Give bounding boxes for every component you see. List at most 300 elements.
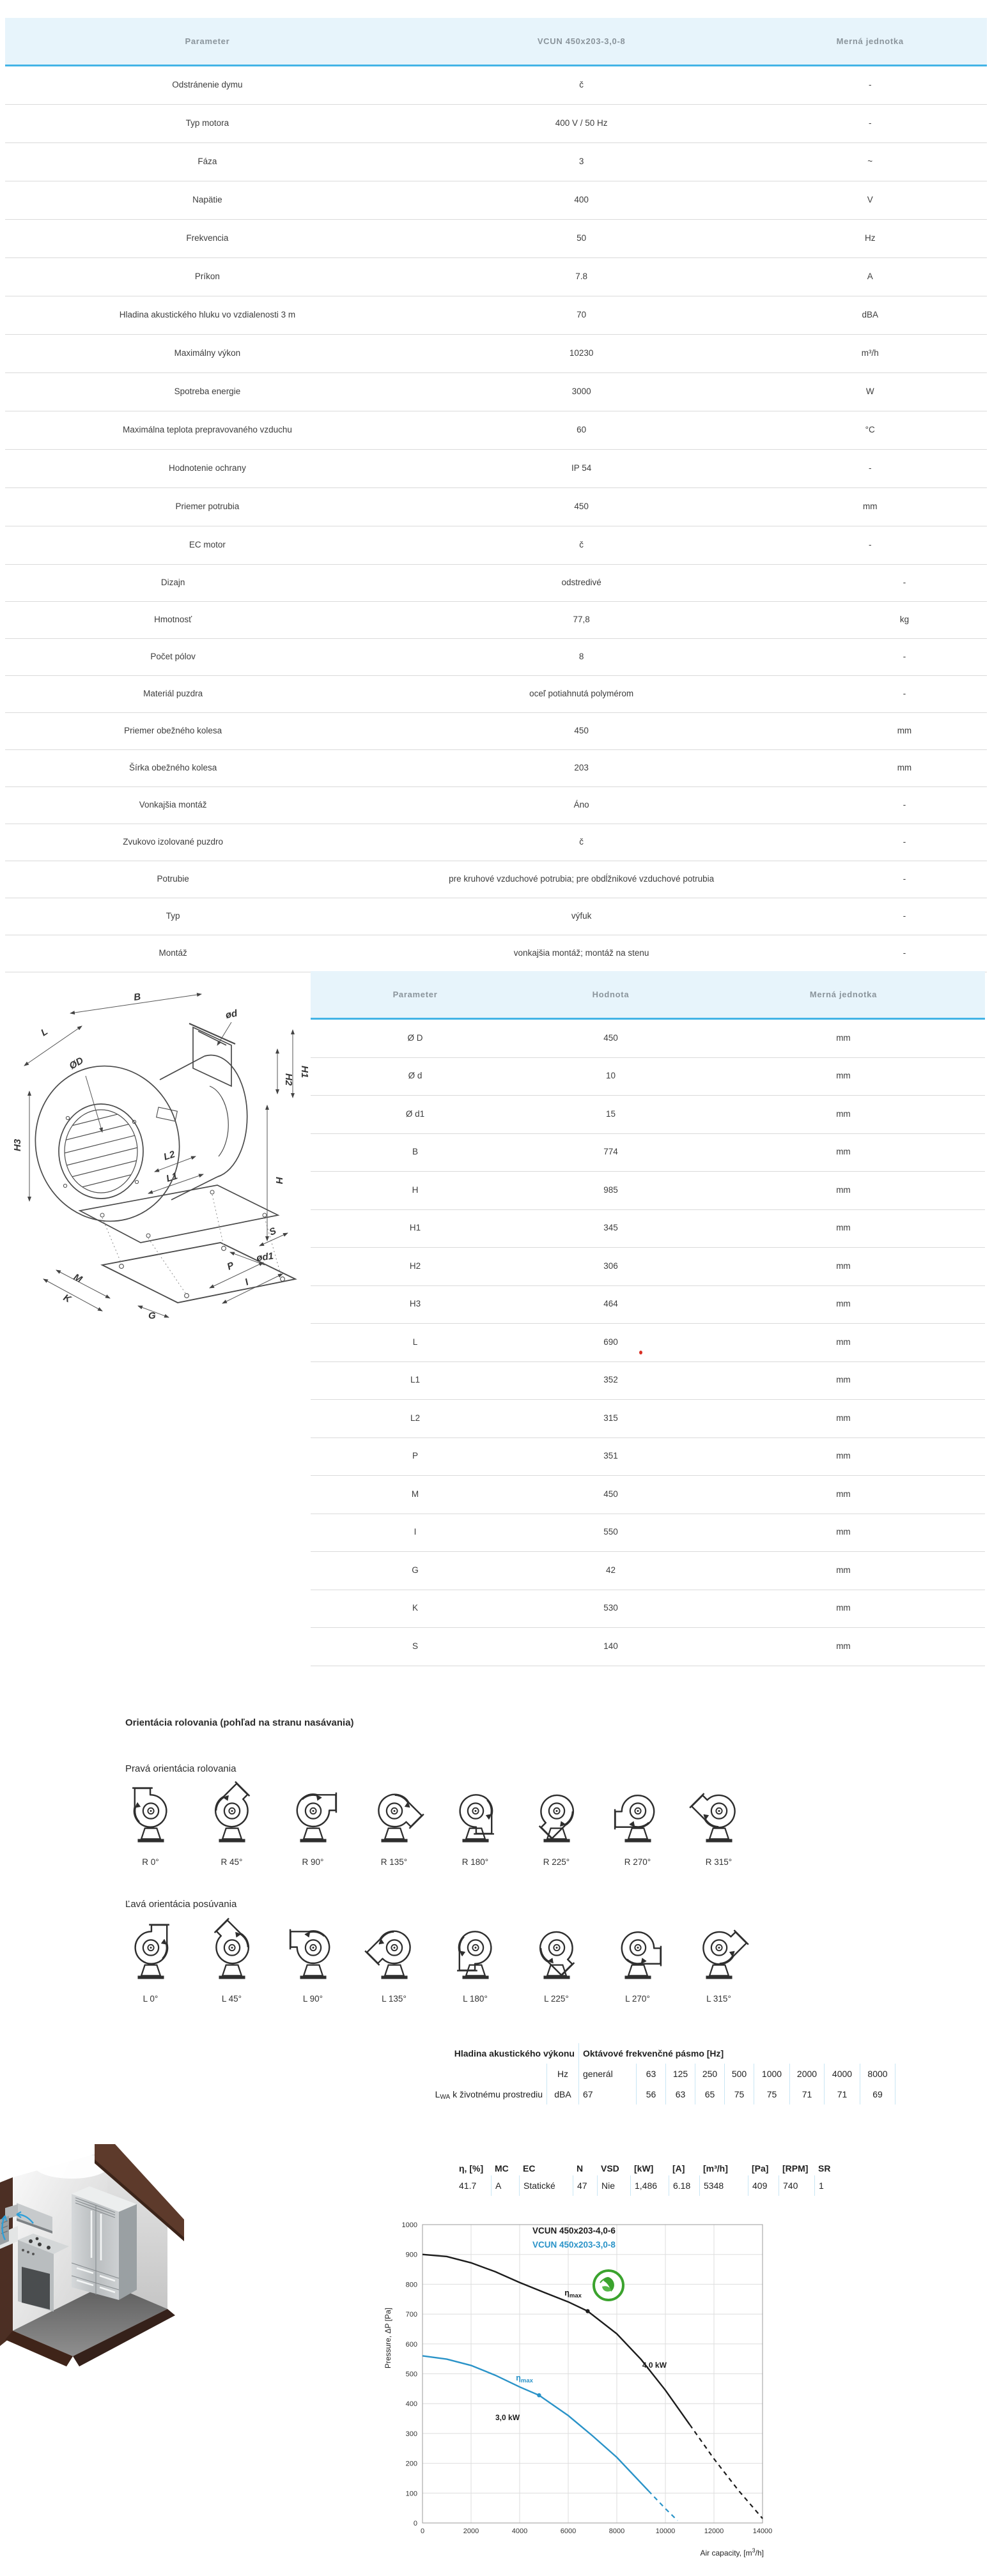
dim-label-g: G — [148, 1310, 156, 1321]
acoustic-value: 75 — [724, 2084, 754, 2104]
dim-label-od: ød — [224, 1008, 238, 1021]
table-cell: L2 — [410, 1413, 421, 1423]
chart-x-tick: 14000 — [752, 2527, 773, 2535]
red-dot-artifact — [639, 1351, 642, 1354]
table-cell: H3 — [409, 1299, 421, 1309]
fan-orientation-label: R 315° — [705, 1857, 732, 1867]
table-cell: 7.8 — [575, 272, 588, 282]
table-cell: Priemer obežného kolesa — [124, 726, 222, 736]
table-cell: 60 — [577, 425, 587, 435]
dim-label-h3: H3 — [12, 1138, 23, 1151]
spec-rows-primary — [5, 66, 987, 565]
acoustic-band-header: 125 — [665, 2064, 695, 2084]
eco-badge-icon — [594, 2271, 623, 2300]
chart-y-axis-label: Pressure, ΔP [Pa] — [384, 2308, 392, 2369]
table-cell: Materiál puzdra — [143, 689, 203, 699]
table-row — [311, 1362, 985, 1400]
table-row — [5, 750, 987, 787]
dim-header-parameter: Parameter — [392, 990, 438, 999]
dim-header-unit: Merná jednotka — [809, 990, 878, 999]
table-cell: mm — [836, 1261, 851, 1271]
table-row — [311, 1096, 985, 1134]
table-cell: oceľ potiahnutá polymérom — [529, 689, 634, 699]
table-cell: 985 — [603, 1184, 618, 1195]
table-cell: Ø d — [408, 1071, 422, 1081]
fan-orientation-label: L 135° — [382, 1994, 407, 2004]
table-cell: 550 — [603, 1527, 618, 1537]
chart-series-line — [422, 2356, 648, 2490]
table-row — [5, 66, 987, 105]
dim-label-m: M — [72, 1271, 84, 1285]
acoustic-value: 67 — [578, 2084, 636, 2104]
table-cell: 400 — [574, 195, 589, 205]
table-cell: - — [868, 80, 872, 90]
spec-header-product: VCUN 450x203-3,0-8 — [537, 36, 626, 46]
table-cell: L — [412, 1337, 418, 1347]
table-cell: 8 — [578, 652, 584, 662]
table-row — [5, 787, 987, 824]
dimension-table — [311, 971, 985, 1666]
table-cell: mm — [836, 1337, 851, 1347]
fan-dimension-drawing-svg — [6, 990, 310, 1322]
table-cell: Spotreba energie — [174, 387, 241, 397]
table-cell: S — [412, 1641, 419, 1651]
fan-orientation-item — [110, 1780, 191, 1867]
chart-y-tick: 300 — [405, 2430, 417, 2438]
fan-orientation-label: L 315° — [706, 1994, 731, 2004]
fan-orientation-item — [353, 1917, 435, 2004]
dim-label-b: B — [133, 991, 142, 1003]
table-row — [311, 1286, 985, 1324]
table-row — [311, 1210, 985, 1248]
performance-value: 1,486 — [630, 2175, 669, 2196]
table-row — [311, 1172, 985, 1210]
fan-orientation-item — [272, 1780, 353, 1867]
spec-table — [5, 18, 987, 972]
table-cell: mm — [836, 1032, 851, 1043]
table-cell: mm — [836, 1071, 851, 1081]
performance-table — [455, 2150, 833, 2196]
acoustic-unit-hz: Hz — [546, 2064, 578, 2084]
table-cell: 70 — [577, 310, 587, 320]
fan-orientation-item — [678, 1780, 759, 1867]
dim-label-p: P — [225, 1260, 236, 1273]
table-row — [5, 181, 987, 220]
table-cell: - — [868, 463, 872, 473]
table-cell: 450 — [603, 1489, 618, 1499]
table-cell: 464 — [603, 1299, 618, 1309]
fan-orientation-label: L 225° — [544, 1994, 569, 2004]
performance-header: [A] — [672, 2163, 685, 2174]
table-cell: - — [903, 948, 906, 958]
table-cell: H — [412, 1184, 419, 1195]
table-cell: 352 — [603, 1375, 618, 1385]
table-row — [5, 105, 987, 143]
table-cell: I — [414, 1527, 417, 1537]
spec-table-header — [5, 18, 987, 66]
table-row — [311, 1590, 985, 1629]
table-cell: - — [868, 540, 872, 550]
table-row — [5, 296, 987, 335]
acoustic-value: 71 — [789, 2084, 824, 2104]
table-cell: Šírka obežného kolesa — [128, 763, 217, 773]
eta-max-label: $\eta_{max}$ — [564, 2288, 582, 2300]
acoustic-value: 69 — [860, 2084, 895, 2104]
acoustic-value: 71 — [824, 2084, 860, 2104]
table-row — [5, 335, 987, 373]
table-cell: Typ motora — [185, 118, 229, 128]
fan-orientation-item — [516, 1780, 597, 1867]
table-row — [5, 602, 987, 639]
chart-x-tick: 12000 — [704, 2527, 724, 2535]
table-cell: odstredivé — [561, 578, 601, 588]
table-cell: Frekvencia — [186, 233, 229, 243]
fan-orientation-label: R 180° — [461, 1857, 489, 1867]
performance-value: 47 — [573, 2175, 597, 2196]
table-cell: Hmotnosť — [154, 615, 192, 625]
fan-orientation-icon — [364, 1780, 424, 1851]
chart-x-tick: 10000 — [655, 2527, 676, 2535]
table-row — [5, 411, 987, 450]
fan-orientation-label: L 0° — [143, 1994, 159, 2004]
table-cell: - — [903, 652, 906, 662]
chart-x-tick: 6000 — [560, 2527, 577, 2535]
acoustic-row-label — [361, 2084, 546, 2104]
table-cell: 690 — [603, 1337, 618, 1347]
table-row — [5, 143, 987, 181]
table-row — [5, 861, 987, 898]
performance-value: 5348 — [699, 2175, 748, 2196]
table-cell: 400 V / 50 Hz — [555, 118, 608, 128]
table-cell: H1 — [409, 1223, 421, 1233]
table-row — [311, 1552, 985, 1590]
table-cell: EC motor — [189, 540, 226, 550]
table-cell: L1 — [410, 1375, 421, 1385]
acoustic-band-header: generál — [578, 2064, 636, 2084]
table-cell: 315 — [603, 1413, 618, 1423]
table-cell: 450 — [574, 726, 589, 736]
table-cell: mm — [836, 1565, 851, 1575]
acoustic-lwa-sub: WA — [440, 2093, 451, 2101]
table-cell: mm — [836, 1527, 851, 1537]
table-cell: č — [579, 80, 584, 90]
fan-orientation-item — [110, 1917, 191, 2004]
kitchen-photo — [0, 2144, 184, 2396]
table-cell: G — [412, 1565, 419, 1575]
table-cell: Maximálny výkon — [174, 348, 241, 358]
acoustic-value: 63 — [665, 2084, 695, 2104]
eta-max-label: $\eta_{max}$ — [516, 2373, 533, 2384]
fan-orientation-label: R 270° — [624, 1857, 651, 1867]
fans-left — [110, 1917, 759, 2004]
fan-orientation-icon — [121, 1917, 181, 1988]
fan-orientation-label: L 90° — [302, 1994, 323, 2004]
table-cell: Hodnotenie ochrany — [168, 463, 246, 473]
table-cell: Zvukovo izolované puzdro — [123, 837, 224, 847]
performance-value: A — [491, 2175, 519, 2196]
fan-orientation-label: R 45° — [221, 1857, 243, 1867]
power-label: 3,0 kW — [495, 2412, 520, 2422]
chart-x-axis-label: Air capacity, $[m^3/h]$ — [700, 2547, 764, 2557]
chart-x-tick: 0 — [420, 2527, 425, 2535]
acoustic-lwa-main: L — [435, 2089, 440, 2099]
table-cell: - — [903, 874, 906, 884]
table-cell: mm — [836, 1299, 851, 1309]
fan-orientation-icon — [527, 1917, 587, 1988]
acoustic-title-right: Oktávové frekvenčné pásmo [Hz] — [578, 2043, 895, 2064]
chart-y-tick: 600 — [405, 2340, 417, 2349]
kitchen-illustration-svg — [0, 2144, 184, 2393]
table-cell: mm — [836, 1413, 851, 1423]
fans-right — [110, 1780, 759, 1867]
acoustic-band-header: 250 — [695, 2064, 724, 2084]
table-cell: Montáž — [159, 948, 187, 958]
fan-orientation-label: R 135° — [380, 1857, 408, 1867]
table-cell: mm — [836, 1375, 851, 1385]
acoustic-empty-cell — [361, 2064, 546, 2084]
table-cell: - — [903, 578, 906, 588]
table-row — [5, 220, 987, 258]
table-cell: m³/h — [861, 348, 879, 358]
table-cell: IP 54 — [571, 463, 592, 473]
table-cell: 351 — [603, 1451, 618, 1461]
eta-max-marker — [585, 2309, 589, 2313]
acoustic-band-header: 63 — [636, 2064, 665, 2084]
fan-orientation-label: R 0° — [142, 1857, 159, 1867]
table-row — [5, 639, 987, 676]
performance-header: EC — [523, 2163, 536, 2174]
performance-value: 41.7 — [459, 2181, 477, 2191]
table-cell: K — [412, 1603, 419, 1613]
table-cell: - — [903, 911, 906, 921]
table-cell: mm — [836, 1223, 851, 1233]
table-row — [311, 1514, 985, 1552]
table-cell: Áno — [573, 800, 589, 810]
table-row — [5, 526, 987, 565]
table-cell: - — [903, 837, 906, 847]
table-cell: P — [412, 1451, 419, 1461]
fan-orientation-item — [597, 1780, 678, 1867]
table-cell: mm — [836, 1641, 851, 1651]
table-row — [5, 565, 987, 602]
table-row — [5, 935, 987, 972]
table-cell: výfuk — [571, 911, 592, 921]
chart-y-tick: 400 — [405, 2400, 417, 2409]
dim-label-h2: H2 — [283, 1073, 294, 1086]
table-cell: kg — [899, 615, 910, 625]
table-row — [5, 898, 987, 935]
orientation-right-label: Pravá orientácia rolovania — [125, 1763, 236, 1774]
table-cell: mm — [862, 502, 878, 512]
table-cell: - — [903, 800, 906, 810]
chart-y-tick: 800 — [405, 2281, 417, 2289]
chart-legend-entry: VCUN 450x203-3,0-8 — [532, 2240, 616, 2250]
table-cell: 203 — [574, 763, 589, 773]
table-cell: 50 — [577, 233, 587, 243]
table-cell: 450 — [574, 502, 589, 512]
performance-value: 6.18 — [669, 2175, 699, 2196]
table-row — [311, 1020, 985, 1058]
acoustic-value: 56 — [636, 2084, 665, 2104]
performance-value: 1 — [814, 2175, 833, 2196]
performance-value: Statické — [519, 2175, 573, 2196]
table-cell: Fáza — [198, 157, 217, 167]
performance-header: [RPM] — [782, 2163, 809, 2174]
table-row — [311, 1324, 985, 1362]
fan-orientation-icon — [527, 1780, 587, 1851]
fan-orientation-icon — [283, 1917, 343, 1988]
acoustic-band-header: 4000 — [824, 2064, 860, 2084]
chart-series-line — [422, 2255, 690, 2425]
table-row — [311, 1438, 985, 1476]
table-cell: Vonkajšia montáž — [139, 800, 207, 810]
performance-header: [m³/h] — [703, 2163, 728, 2174]
acoustic-band-header: 500 — [724, 2064, 754, 2084]
dim-header-value: Hodnota — [592, 990, 630, 999]
table-cell: Priemer potrubia — [175, 502, 240, 512]
table-cell: pre kruhové vzduchové potrubia; pre obdĺžnikové vzduchové potrubia — [449, 874, 715, 884]
table-cell: mm — [836, 1489, 851, 1499]
fan-orientation-label: L 270° — [625, 1994, 650, 2004]
dim-label-s: S — [267, 1225, 278, 1238]
table-cell: M — [411, 1489, 419, 1499]
performance-header: MC — [495, 2163, 509, 2174]
table-cell: H2 — [409, 1261, 421, 1271]
dim-label-l: L — [39, 1026, 50, 1039]
table-cell: č — [579, 540, 584, 550]
table-row — [311, 1476, 985, 1514]
performance-header: SR — [818, 2163, 831, 2174]
acoustic-lwa-rest: k životnému prostrediu — [453, 2089, 543, 2099]
table-cell: 345 — [603, 1223, 618, 1233]
table-cell: B — [412, 1147, 419, 1157]
table-cell: 3000 — [571, 387, 591, 397]
performance-header: η, [%] — [459, 2163, 484, 2174]
table-row — [311, 1628, 985, 1666]
dim-label-l2: L2 — [162, 1149, 176, 1163]
chart-series-line-dashed — [648, 2491, 678, 2521]
table-cell: mm — [897, 763, 912, 773]
fan-orientation-icon — [364, 1917, 424, 1988]
table-cell: Príkon — [194, 272, 220, 282]
fan-orientation-item — [516, 1917, 597, 2004]
table-cell: Maximálna teplota prepravovaného vzduchu — [122, 425, 292, 435]
table-cell: 15 — [605, 1108, 616, 1119]
acoustic-title-left: Hladina akustického výkonu — [454, 2048, 575, 2058]
table-cell: 530 — [603, 1603, 618, 1613]
table-cell: V — [867, 195, 873, 205]
dim-label-l1: L1 — [164, 1170, 179, 1184]
dim-label-h1: H1 — [299, 1066, 310, 1078]
table-cell: mm — [836, 1147, 851, 1157]
acoustic-value: 65 — [695, 2084, 724, 2104]
table-cell: č — [579, 837, 584, 847]
dimension-rows — [311, 1020, 985, 1666]
table-cell: mm — [836, 1603, 851, 1613]
eta-max-marker — [537, 2393, 541, 2397]
table-cell: 774 — [603, 1147, 618, 1157]
fan-orientation-item — [191, 1780, 272, 1867]
table-cell: - — [903, 689, 906, 699]
table-cell: 42 — [605, 1565, 616, 1575]
performance-header: [kW] — [634, 2163, 654, 2174]
chart-x-tick: 4000 — [511, 2527, 528, 2535]
table-row — [311, 1248, 985, 1286]
table-row — [5, 824, 987, 861]
performance-chart — [380, 2212, 796, 2576]
dimension-drawing — [6, 990, 310, 1326]
table-cell: - — [868, 118, 872, 128]
chart-y-tick: 1000 — [401, 2221, 417, 2229]
fan-orientation-label: R 90° — [302, 1857, 324, 1867]
table-row — [5, 488, 987, 526]
performance-chart-svg — [380, 2212, 796, 2573]
table-cell: Ø D — [407, 1032, 423, 1043]
dim-label-i: I — [243, 1276, 251, 1288]
fan-orientation-icon — [608, 1917, 668, 1988]
table-cell: Ø d1 — [405, 1108, 425, 1119]
table-cell: Počet pólov — [150, 652, 196, 662]
chart-legend-entry: VCUN 450x203-4,0-6 — [532, 2226, 616, 2235]
table-cell: 3 — [578, 157, 584, 167]
performance-header: N — [577, 2163, 584, 2174]
table-cell: 306 — [603, 1261, 618, 1271]
acoustic-band-header: 1000 — [754, 2064, 789, 2084]
performance-value: 409 — [748, 2175, 779, 2196]
fan-orientation-icon — [283, 1780, 343, 1851]
table-cell: 450 — [603, 1032, 618, 1043]
table-cell: 10 — [605, 1071, 616, 1081]
spec-rows-secondary — [5, 565, 987, 972]
chart-y-tick: 700 — [405, 2311, 417, 2319]
table-cell: Napätie — [192, 195, 222, 205]
table-cell: mm — [897, 726, 912, 736]
dim-label-od1: ød1 — [256, 1250, 274, 1264]
fan-orientation-item — [597, 1917, 678, 2004]
acoustic-band-header: 8000 — [860, 2064, 895, 2084]
table-cell: vonkajšia montáž; montáž na stenu — [513, 948, 649, 958]
fan-orientation-item — [353, 1780, 435, 1867]
table-cell: 77,8 — [573, 615, 590, 625]
table-row — [5, 676, 987, 713]
fan-orientation-item — [678, 1917, 759, 2004]
spec-header-parameter: Parameter — [185, 36, 230, 46]
fan-orientation-icon — [446, 1917, 506, 1988]
table-row — [5, 373, 987, 411]
table-cell: Typ — [166, 911, 180, 921]
fan-orientation-item — [435, 1780, 516, 1867]
power-label: 4,0 kW — [642, 2361, 667, 2370]
table-cell: Odstránenie dymu — [172, 80, 243, 90]
dim-label-k: K — [61, 1292, 73, 1305]
chart-y-tick: 500 — [405, 2370, 417, 2379]
acoustic-unit-dba: dBA — [546, 2084, 578, 2104]
table-cell: ~ — [867, 157, 873, 167]
acoustic-table — [361, 2043, 895, 2104]
fan-orientation-icon — [202, 1780, 262, 1851]
chart-y-tick: 900 — [405, 2251, 417, 2259]
table-cell: Dizajn — [160, 578, 185, 588]
fan-orientation-icon — [689, 1917, 749, 1988]
performance-value: Nie — [597, 2175, 630, 2196]
table-cell: Potrubie — [157, 874, 189, 884]
table-cell: °C — [865, 425, 875, 435]
chart-y-tick: 200 — [405, 2460, 417, 2468]
performance-header: [Pa] — [752, 2163, 769, 2174]
fan-orientation-icon — [121, 1780, 181, 1851]
table-cell: Hladina akustického hluku vo vzdialenosti 3 m — [119, 310, 296, 320]
table-cell: W — [865, 387, 874, 397]
